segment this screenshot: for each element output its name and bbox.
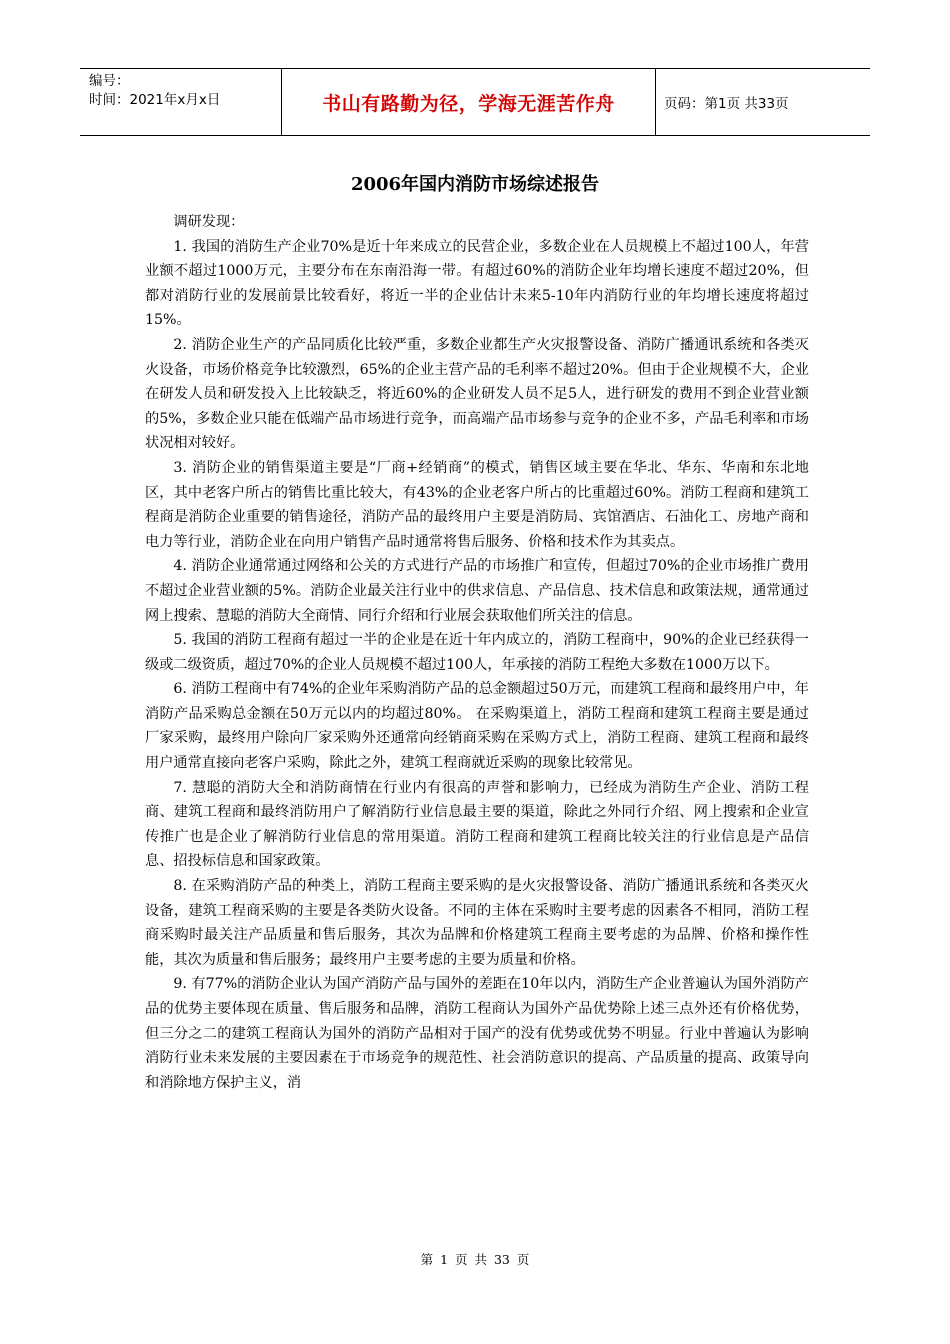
header-page-info: 页码：第1页 共33页 bbox=[664, 96, 789, 112]
date-label: 时间：2021年x月x日 bbox=[89, 92, 221, 108]
header-motto: 书山有路勤为径，学海无涯苦作舟 bbox=[282, 69, 656, 135]
document-title: 2006年国内消防市场综述报告 bbox=[350, 174, 600, 195]
paragraph-4: 4. 消防企业通常通过网络和公关的方式进行产品的市场推广和宣传，但超过70%的企业市场推广费用不超过企业营业额的5%。消防企业最关注行业中的供求信息、产品信息、技术信息和政策法规，通常通过网上搜索、慧聪的消防大全商情、同行介绍和行业展会获取他们所关注的信息。 bbox=[145, 558, 809, 624]
serial-number-label: 编号： bbox=[89, 73, 130, 89]
paragraph-7: 7. 慧聪的消防大全和消防商情在行业内有很高的声誉和影响力，已经成为消防生产企业、消防工程商、建筑工程商和最终消防用户了解消防行业信息最主要的渠道，除此之外同行介绍、网上搜索和企业宣传推广也是企业了解消防行业信息的常用渠道。消防工程商和建筑工程商比较关注的行业信息是产品信息、招投标信息和国家政策。 bbox=[145, 779, 809, 870]
paragraph-5: 5. 我国的消防工程商有超过一半的企业是在近十年内成立的，消防工程商中，90%的企业已经获得一级或二级资质，超过70%的企业人员规模不超过100人，年承接的消防工程绝大多数在1000万以下。 bbox=[145, 632, 809, 673]
intro-paragraph: 调研发现： bbox=[173, 214, 245, 230]
document-header bbox=[80, 68, 870, 136]
paragraph-3: 3. 消防企业的销售渠道主要是“厂商+经销商”的模式，销售区域主要在华北、华东、华南和东北地区，其中老客户所占的销售比重比较大，有43%的企业老客户所占的比重超过60%。消防工程商和建筑工程商是消防企业重要的销售途径，消防产品的最终用户主要是消防局、宾馆酒店、石油化工、房地产商和电力等行业，消防企业在向用户销售产品时通常将售后服务、价格和技术作为其卖点。 bbox=[145, 459, 809, 550]
page-footer: 第 1 页 共 33 页 bbox=[420, 1252, 530, 1267]
paragraph-9: 9. 有77%的消防企业认为国产消防产品与国外的差距在10年以内，消防生产企业普遍认为国外消防产品的优势主要体现在质量、售后服务和品牌，消防工程商认为国外产品优势除上述三点外还有价格优势，但三分之二的建筑工程商认为国外的消防产品相对于国产的没有优势或优势不明显。行业中普遍认为影响消防行业未来发展的主要因素在于市场竞争的规范性、社会消防意识的提高、产品质量的提高、政策导向和消除地方保护主义，消 bbox=[145, 976, 809, 1091]
header-meta-cell bbox=[80, 69, 282, 135]
paragraph-8: 8. 在采购消防产品的种类上，消防工程商主要采购的是火灾报警设备、消防广播通讯系统和各类灭火设备，建筑工程商采购的主要是各类防火设备。不同的主体在采购时主要考虑的因素各不相同，消防工程商采购时最关注产品质量和售后服务，其次为品牌和价格建筑工程商主要考虑的为品牌、价格和操作性能，其次为质量和售后服务；最终用户主要考虑的主要为质量和价格。 bbox=[145, 878, 809, 968]
paragraph-6: 6. 消防工程商中有74%的企业年采购消防产品的总金额超过50万元，而建筑工程商和最终用户中，年消防产品采购总金额在50万元以内的均超过80%。 在采购渠道上，消防工程商和建筑工程商主要是通过厂家采购，最终用户除向厂家采购外还通常向经销商采购在采购方式上，消防工程商、建筑工程商和最终用户通常直接向老客户采购，除此之外，建筑工程商就近采购的现象比较常见。 bbox=[145, 681, 809, 772]
paragraph-2: 2. 消防企业生产的产品同质化比较严重，多数企业都生产火灾报警设备、消防广播通讯系统和各类灭火设备，市场价格竞争比较激烈，65%的企业主营产品的毛利率不超过20%。但由于企业规模不大，企业在研发人员和研发投入上比较缺乏，将近60%的企业研发人员不足5人，进行研发的费用不到企业营业额的5%，多数企业只能在低端产品市场进行竞争，而高端产品市场参与竞争的企业不多，产品毛利率和市场状况相对较好。 bbox=[145, 336, 809, 452]
document-body bbox=[145, 210, 809, 1095]
paragraph-1: 1. 我国的消防生产企业70%是近十年来成立的民营企业，多数企业在人员规模上不超过100人，年营业额不超过1000万元，主要分布在东南沿海一带。有超过60%的消防企业年均增长速度不超过20%，但都对消防行业的发展前景比较看好，将近一半的企业估计未来5-10年内消防行业的年均增长速度将超过15%。 bbox=[145, 238, 809, 329]
